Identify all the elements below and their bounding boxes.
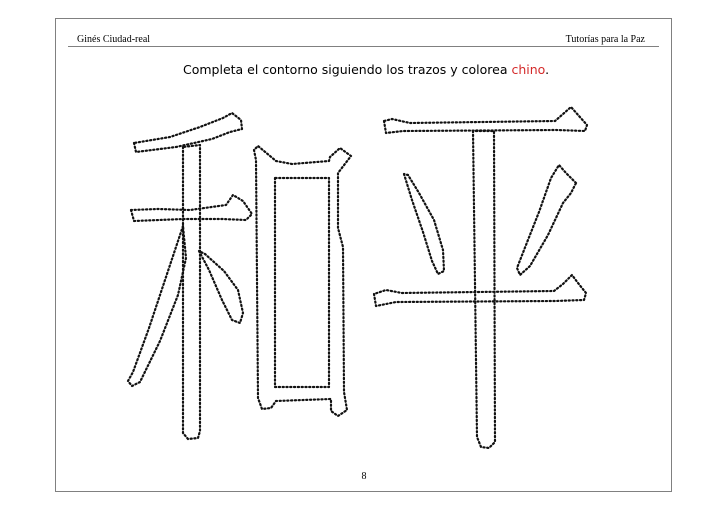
he-mouth-outer xyxy=(254,146,351,416)
instruction-highlight: chino xyxy=(511,62,546,77)
he-left-falling xyxy=(128,226,186,386)
he-right-dot xyxy=(199,251,243,323)
character-ping-outline xyxy=(374,107,587,448)
header-author: Ginés Ciudad-real xyxy=(77,34,151,45)
ping-left-dot xyxy=(404,174,444,274)
page-number: 8 xyxy=(361,471,367,482)
he-mouth-inner xyxy=(275,178,329,387)
he-horizontal-stroke xyxy=(131,195,252,221)
ping-bottom-stroke xyxy=(374,275,586,306)
he-vertical-stem xyxy=(183,145,200,439)
ping-right-dot xyxy=(517,165,576,275)
ping-top-stroke xyxy=(384,107,587,133)
instruction-prefix: Completa el contorno siguiendo los trazos y colorea xyxy=(183,62,512,77)
header-series: Tutorías para la Paz xyxy=(565,34,645,45)
instruction-suffix: . xyxy=(545,62,550,77)
ping-vertical-stem xyxy=(473,131,495,448)
character-he-outline xyxy=(128,113,351,439)
